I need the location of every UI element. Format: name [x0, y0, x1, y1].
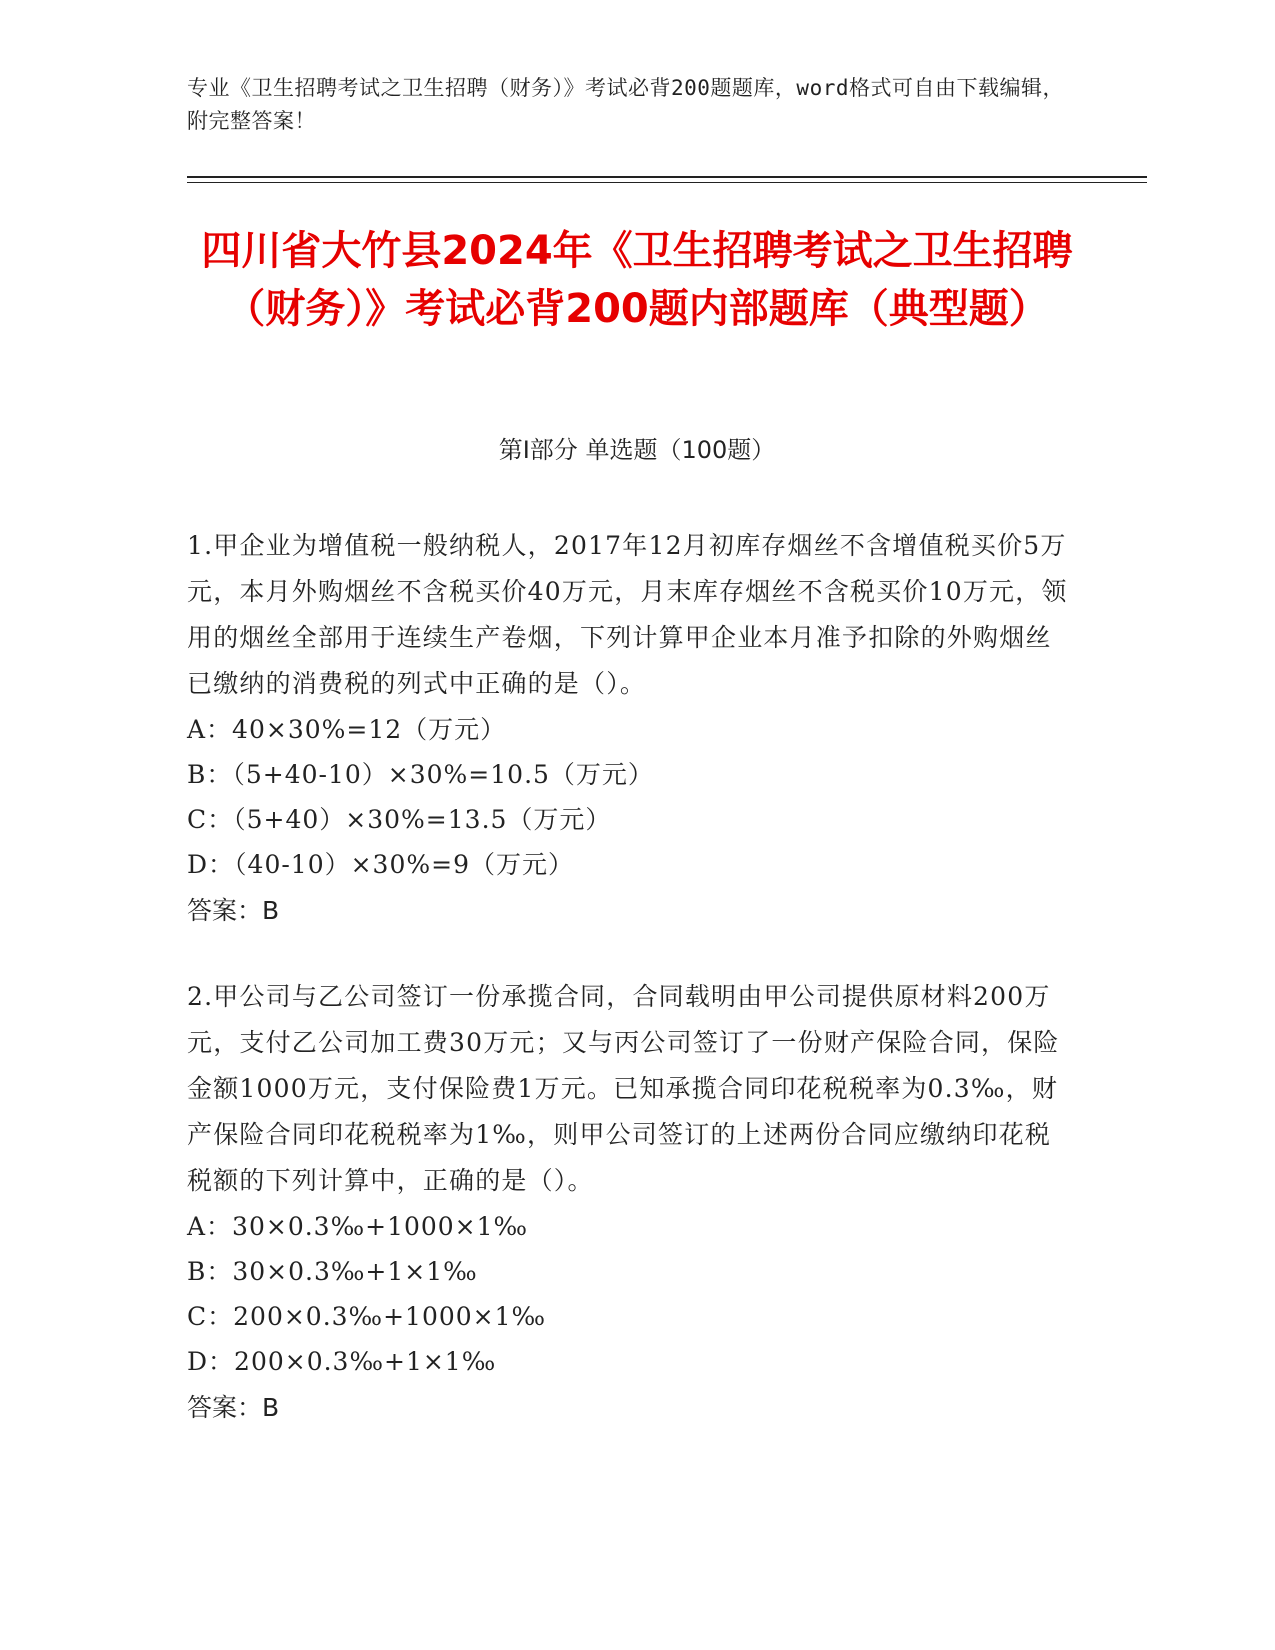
option-c: C：200×0.3‰+1000×1‰ — [187, 1302, 547, 1331]
header-divider-thick — [187, 176, 1147, 178]
answer: 答案：B — [187, 896, 280, 925]
document-title: 四川省大竹县2024年《卫生招聘考试之卫生招聘（财务）》考试必背200题内部题库（典型题） — [201, 228, 1073, 332]
option-c: C：（5+40）×30%=13.5（万元） — [187, 805, 612, 834]
answer: 答案：B — [187, 1393, 280, 1422]
option-b: B：（5+40-10）×30%=10.5（万元） — [187, 760, 654, 789]
option-a: A：40×30%=12（万元） — [187, 715, 507, 744]
header-note: 专业《卫生招聘考试之卫生招聘（财务）》考试必背200题题库，word格式可自由下载编辑，附完整答案！ — [187, 76, 1064, 133]
option-b: B：30×0.3‰+1×1‰ — [187, 1257, 478, 1286]
question-1 — [187, 523, 1077, 935]
question-stem: 1.甲企业为增值税一般纳税人，2017年12月初库存烟丝不含增值税买价5万元，本月外购烟丝不含税买价40万元，月末库存烟丝不含税买价10万元，领用的烟丝全部用于连续生产卷烟，下列计算甲企业本月准予扣除的外购烟丝已缴纳的消费税的列式中正确的是（）。 — [187, 531, 1068, 698]
option-d: D：（40-10）×30%=9（万元） — [187, 850, 574, 879]
question-stem: 2.甲公司与乙公司签订一份承揽合同，合同载明由甲公司提供原材料200万元，支付乙公司加工费30万元；又与丙公司签订了一份财产保险合同，保险金额1000万元，支付保险费1万元。已知承揽合同印花税税率为0.3‰，财产保险合同印花税税率为1‰，则甲公司签订的上述两份合同应缴纳印花税税额的下列计算中，正确的是（）。 — [187, 982, 1060, 1195]
section-title: 第Ⅰ部分 单选题（100题） — [498, 436, 776, 464]
question-2 — [187, 974, 1077, 1432]
option-a: A：30×0.3‰+1000×1‰ — [187, 1212, 529, 1241]
header-divider-thin — [187, 182, 1147, 183]
option-d: D：200×0.3‰+1×1‰ — [187, 1347, 497, 1376]
